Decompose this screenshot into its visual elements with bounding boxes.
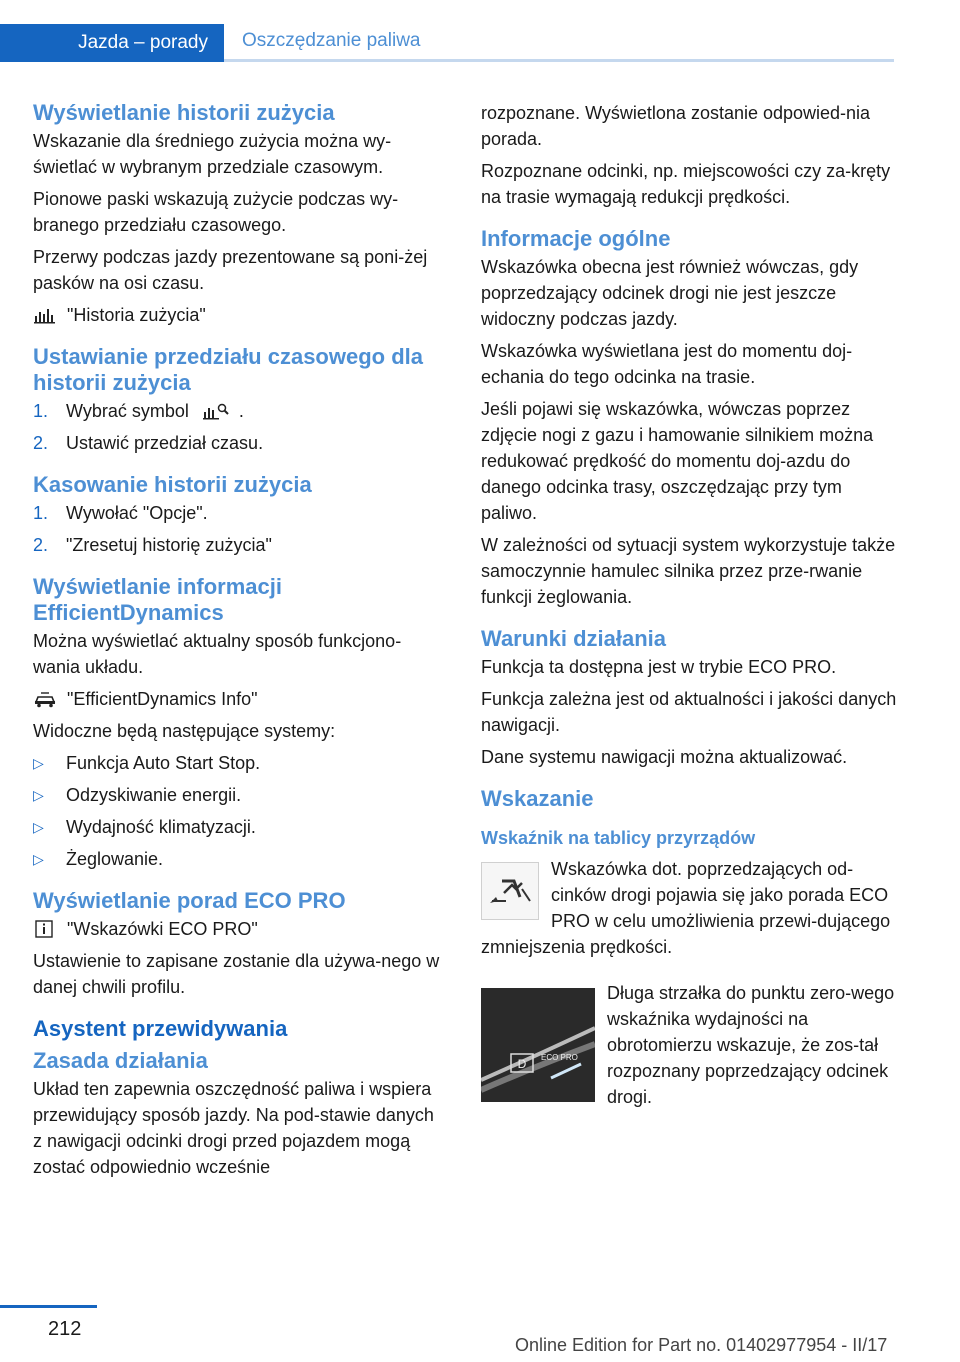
step-suffix: . — [238, 401, 244, 421]
step-number: 2. — [33, 433, 49, 453]
list-item: ▷ Odzyskiwanie energii. — [33, 782, 445, 808]
bar-chart-icon — [33, 306, 57, 324]
systems-list — [33, 750, 445, 872]
paragraph: Ustawienie to zapisane zostanie dla używa-nego w danej chwili profilu. — [33, 951, 440, 997]
chapter-tab[interactable]: Jazda – porady — [0, 24, 224, 62]
list-item — [33, 430, 445, 456]
eco-pro-hint-icon — [481, 862, 539, 920]
paragraph: Pionowe paski wskazują zużycie podczas wy-branego przedziału czasowego. — [33, 189, 399, 235]
menu-label: "Wskazówki ECO PRO" — [67, 919, 258, 939]
step-number: 1. — [33, 503, 49, 523]
left-column — [33, 100, 445, 1186]
menu-label: "Historia zużycia" — [67, 305, 206, 325]
triangle-bullet-icon: ▷ — [33, 787, 44, 803]
paragraph: Układ ten zapewnia oszczędność paliwa i wspiera przewidujący sposób jazdy. Na pod-stawie danych z nawigacji odcinki drogi przed pojazdem mogą zostać odpowiednio wcześnie — [33, 1079, 434, 1177]
gear-indicator: D — [517, 1057, 527, 1071]
list-item: ▷ Wydajność klimatyzacji. — [33, 814, 445, 840]
section-title: Ustawianie przedziału czasowego dla historii zużycia — [33, 344, 423, 395]
subsection-title: Wskaźnik na tablicy przyrządów — [481, 828, 756, 848]
section-title: Wskazanie — [481, 786, 594, 811]
section-title: Zasada działania — [33, 1048, 208, 1073]
menu-label: "EfficientDynamics Info" — [67, 689, 258, 709]
tachometer-illustration — [481, 988, 595, 1102]
steps-list — [33, 500, 445, 558]
section-tab[interactable]: Oszczędzanie paliwa — [242, 30, 421, 51]
section-title: Informacje ogólne — [481, 226, 671, 251]
paragraph: Funkcja zależna jest od aktualności i jakości danych nawigacji. — [481, 689, 897, 735]
step-number: 1. — [33, 401, 49, 421]
paragraph: Rozpoznane odcinki, np. miejscowości czy za-kręty na trasie wymagają redukcji prędkości. — [481, 161, 891, 207]
step-number: 2. — [33, 535, 49, 555]
section-title: Wyświetlanie historii zużycia — [33, 100, 335, 125]
paragraph: Przerwy podczas jazdy prezentowane są poni-żej pasków na osi czasu. — [33, 247, 428, 293]
step-text: "Zresetuj historię zużycia" — [66, 535, 272, 555]
paragraph: Widoczne będą następujące systemy: — [33, 721, 336, 741]
car-efficiency-icon — [33, 690, 57, 708]
list-item: ▷ Żeglowanie. — [33, 846, 445, 872]
header-divider — [224, 59, 894, 62]
step-text: Wywołać "Opcje". — [66, 503, 208, 523]
triangle-bullet-icon: ▷ — [33, 851, 44, 867]
tachometer-image — [481, 988, 595, 1102]
page-number: 212 — [48, 1318, 82, 1340]
paragraph: Można wyświetlać aktualny sposób funkcjono-wania układu. — [33, 631, 402, 677]
bar-chart-settings-icon — [202, 402, 230, 420]
steps-list — [33, 398, 445, 456]
paragraph: Jeśli pojawi się wskazówka, wówczas poprzez zdjęcie nogi z gazu i hamowanie silnikiem można redukować prędkość do momentu doj-azdu do danego odcinka trasy, oszczędzając przy tym paliwo. — [481, 399, 874, 523]
footer-divider — [0, 1305, 97, 1308]
triangle-bullet-icon: ▷ — [33, 755, 44, 771]
figure-tachometer — [481, 980, 897, 1116]
paragraph: Wskazówka wyświetlana jest do momentu doj-echania do tego odcinka na trasie. — [481, 341, 853, 387]
paragraph: Wskazówka dot. poprzedzających od-cinków drogi pojawia się jako porada ECO PRO w celu umożliwienia przewi-dującego zmniejszenia prędkości. — [481, 859, 891, 957]
info-icon — [33, 920, 57, 938]
page-header — [0, 0, 960, 62]
section-title: Warunki działania — [481, 626, 667, 651]
mode-indicator: ECO PRO — [541, 1053, 578, 1062]
step-text: Ustawić przedział czasu. — [66, 433, 264, 453]
menu-path — [33, 916, 445, 942]
paragraph: rozpoznane. Wyświetlona zostanie odpowied-nia porada. — [481, 103, 871, 149]
paragraph: Funkcja ta dostępna jest w trybie ECO PRO. — [481, 657, 837, 677]
right-column — [481, 100, 897, 1116]
list-item: ▷ Funkcja Auto Start Stop. — [33, 750, 445, 776]
figure-eco-hint — [481, 856, 897, 966]
section-title: Wyświetlanie porad ECO PRO — [33, 888, 346, 913]
menu-path — [33, 302, 445, 328]
menu-path — [33, 686, 445, 712]
step-text: Wybrać symbol — [66, 401, 189, 421]
paragraph: W zależności od sytuacji system wykorzystuje także samoczynnie hamulec silnika przez prze-rwanie funkcji żeglowania. — [481, 535, 896, 607]
paragraph: Wskazanie dla średniego zużycia można wy-świetlać w wybranym przedziale czasowym. — [33, 131, 392, 177]
list-item — [33, 398, 445, 424]
triangle-bullet-icon: ▷ — [33, 819, 44, 835]
paragraph: Dane systemu nawigacji można aktualizować. — [481, 747, 848, 767]
list-item — [33, 532, 445, 558]
section-title: Wyświetlanie informacji EfficientDynamics — [33, 574, 283, 625]
section-title: Kasowanie historii zużycia — [33, 472, 312, 497]
list-item — [33, 500, 445, 526]
paragraph: Długa strzałka do punktu zero-wego wskaźnika wydajności na obrotomierzu wskazuje, że zos-tał rozpoznany poprzedzający odcinek drogi. — [607, 983, 895, 1107]
chapter-title: Asystent przewidywania — [33, 1016, 288, 1041]
edition-text: Online Edition for Part no. 01402977954 - II/17 — [515, 1335, 888, 1355]
paragraph: Wskazówka obecna jest również wówczas, gdy poprzedzający odcinek drogi nie jest jeszcze widoczny podczas jazdy. — [481, 257, 859, 329]
